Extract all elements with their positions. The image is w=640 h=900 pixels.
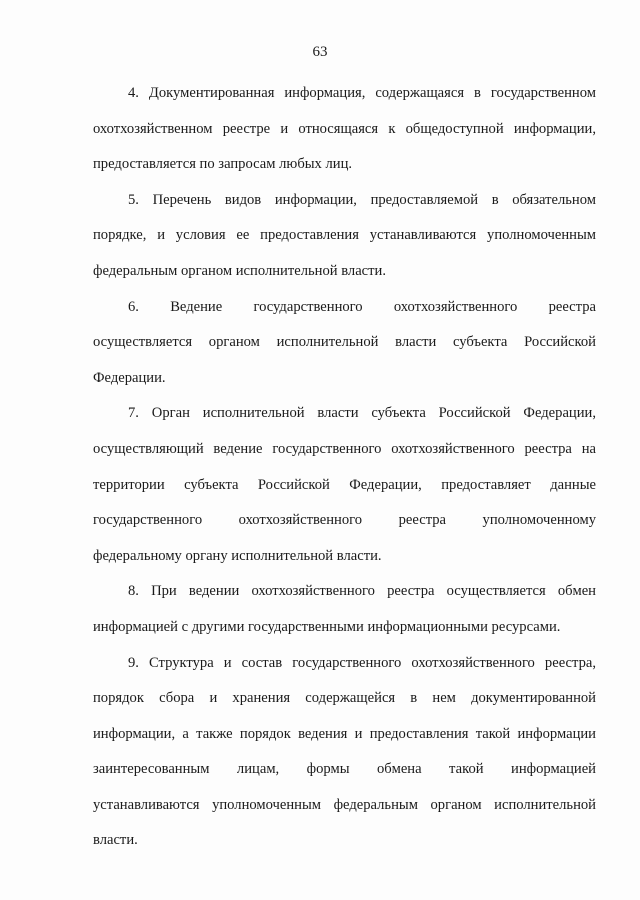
text-line: власти. [93, 832, 138, 849]
text-line: государственного охотхозяйственного реестра уполномоченному [93, 512, 596, 529]
paragraph-5 [93, 183, 596, 290]
document-body [93, 76, 596, 859]
paragraph-8 [93, 574, 596, 645]
paragraph-4 [93, 76, 596, 183]
text-line: информации, а также порядок ведения и предоставления такой информации [93, 725, 596, 742]
page-number: 63 [312, 44, 328, 60]
text-line: предоставляется по запросам любых лиц. [93, 156, 353, 173]
text-line: информацией с другими государственными информационными ресурсами. [93, 618, 561, 635]
text-line: осуществляющий ведение государственного охотхозяйственного реестра на [93, 440, 596, 457]
paragraph-7 [93, 396, 596, 574]
text-line: федеральному органу исполнительной власти. [93, 547, 382, 564]
text-line: 4. Документированная информация, содержащаяся в государственном [128, 85, 596, 101]
text-line: 7. Орган исполнительной власти субъекта Российской Федерации, [128, 405, 596, 422]
text-line: 9. Структура и состав государственного охотхозяйственного реестра, [128, 654, 596, 671]
text-line: заинтересованным лицам, формы обмена такой информацией [93, 761, 596, 778]
paragraph-6 [93, 290, 596, 397]
text-line: 8. При ведении охотхозяйственного реестра осуществляется обмен [128, 583, 596, 600]
text-line: 6. Ведение государственного охотхозяйственного реестра [128, 298, 596, 315]
text-line: осуществляется органом исполнительной власти субъекта Российской [93, 334, 596, 351]
text-line: федеральным органом исполнительной власти. [93, 262, 386, 279]
text-line: устанавливаются уполномоченным федеральным органом исполнительной [93, 796, 596, 813]
text-line: 5. Перечень видов информации, предоставляемой в обязательном [128, 191, 596, 208]
text-line: Федерации. [93, 369, 166, 386]
text-line: территории субъекта Российской Федерации, предоставляет данные [93, 476, 596, 493]
text-line: порядок сбора и хранения содержащейся в нем документированной [93, 690, 596, 707]
text-line: порядке, и условия ее предоставления устанавливаются уполномоченным [93, 227, 596, 244]
paragraph-9 [93, 646, 596, 860]
text-line: охотхозяйственном реестре и относящаяся к общедоступной информации, [93, 120, 596, 137]
